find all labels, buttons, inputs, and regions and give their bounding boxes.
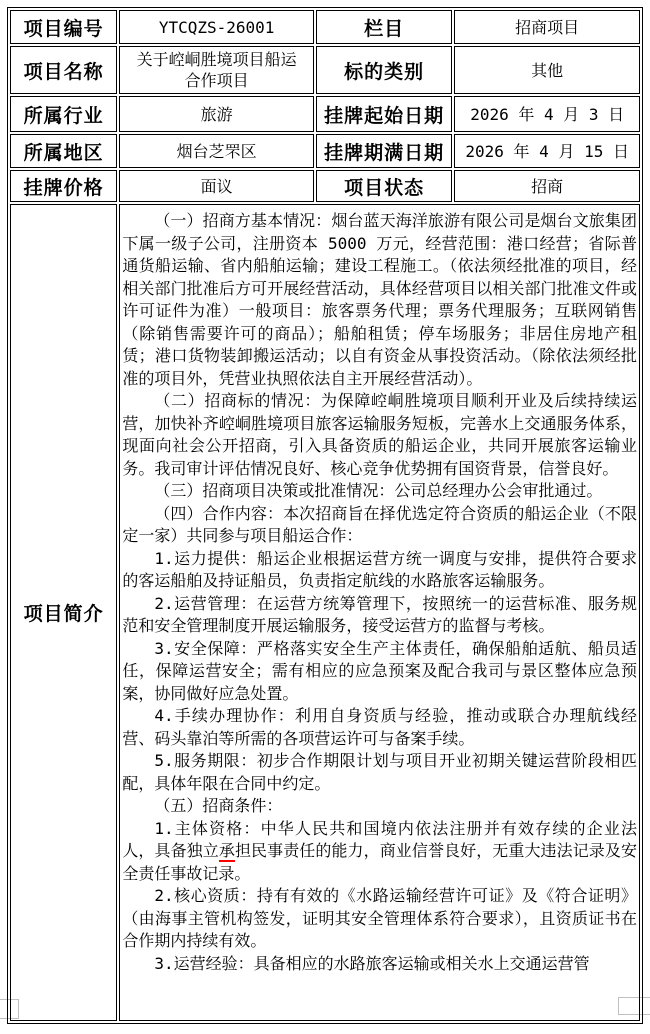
listing-start-date-label: 挂牌起始日期 [316,96,452,132]
project-number-label: 项目编号 [10,10,117,44]
intro-paragraph: 3.安全保障：严格落实安全生产主体责任，确保船舶适航、船员适任，保障运营安全；需有相应的应急预案及配合我司与景区整体应急预案，协同做好应急处置。 [122,638,637,703]
column-label: 栏目 [316,10,452,44]
project-name-label: 项目名称 [10,46,117,94]
subject-category-label: 标的类别 [316,46,452,94]
table-row-price [10,170,640,202]
spellcheck-underline: 承 [218,841,235,860]
project-intro-label: 项目简介 [10,204,117,1021]
project-number-value: YTCQZS-26001 [119,10,314,44]
intro-paragraphs [122,210,637,975]
intro-paragraph: 1.运力提供：船运企业根据运营方统一调度与安排，提供符合要求的客运船舶及持证船员，负责指定航线的水路旅客运输服务。 [122,548,637,590]
project-intro-body [119,204,640,1021]
table-row-project-number [10,10,640,44]
project-name-value: 关于崆峒胜境项目船运合作项目 [119,46,314,94]
table-row-project-name [10,46,640,94]
project-status-label: 项目状态 [316,170,452,202]
intro-paragraph: 3.运营经验：具备相应的水路旅客运输或相关水上交通运营管 [154,953,590,973]
listing-end-date-label: 挂牌期满日期 [316,134,452,168]
table-row-industry [10,96,640,132]
column-value: 招商项目 [454,10,640,44]
region-value: 烟台芝罘区 [119,134,314,168]
intro-paragraph: 2.核心资质：持有有效的《水路运输经营许可证》及《符合证明》（由海事主管机构签发，证明其安全管理体系符合要求），且资质证书在合作期内持续有效。 [122,886,637,950]
listing-end-date-value: 2026 年 4 月 15 日 [454,134,640,168]
intro-paragraph: （三）招商项目决策或批准情况：公司总经理办公会审批通过。 [154,481,603,500]
listing-price-label: 挂牌价格 [10,170,117,202]
table-row-region [10,134,640,168]
project-status-value: 招商 [454,170,640,202]
industry-value: 旅游 [119,96,314,132]
subject-category-value: 其他 [454,46,640,94]
project-info-table [7,7,643,1024]
listing-start-date-value: 2026 年 4 月 3 日 [454,96,640,132]
industry-label: 所属行业 [10,96,117,132]
intro-paragraph: 2.运营管理：在运营方统筹管理下，按照统一的运营标准、服务规范和安全管理制度开展运输服务，接受运营方的监督与考核。 [122,593,637,635]
intro-paragraph: （二）招商标的情况：为保障崆峒胜境项目顺利开业及后续持续运营，加快补齐崆峒胜境项目旅客运输服务短板，完善水上交通服务体系，现面向社会公开招商，引入具备资质的船运企业，共同开展旅客运输业务。我司审计评估情况良好、核心竞争优势拥有国资背景，信誉良好。 [122,391,637,478]
intro-paragraph: 5.服务期限：初步合作期限计划与项目开业初期关键运营阶段相匹配，具体年限在合同中约定。 [122,751,637,793]
table-row-intro [10,204,640,1021]
intro-paragraph: 1.主体资格：中华人民共和国境内依法注册并有效存续的企业法人，具备独立承担民事责任的能力，商业信誉良好，无重大违法记录及安全责任事故记录。 [122,818,637,883]
intro-paragraph: （一）招商方基本情况：烟台蓝天海洋旅游有限公司是烟台文旅集团下属一级子公司，注册资本 5000 万元，经营范围：港口经营；省际普通货船运输、省内船舶运输；建设工程施工。（依法须经批准的项目，经相关部门批准后方可开展经营活动，具体经营项目以相关部门批准文件或许可证件为准）一般项目：旅客票务代理；票务代理服务；互联网销售（除销售需要许可的商品）；船舶租赁；停车场服务；非居住房地产租赁；港口货物装卸搬运活动；以自有资金从事投资活动。（除依法须经批准的项目外，凭营业执照依法自主开展经营活动）。 [122,211,637,388]
intro-paragraph: （四）合作内容：本次招商旨在择优选定符合资质的船运企业（不限定一家）共同参与项目船运合作： [122,503,637,545]
region-label: 所属地区 [10,134,117,168]
intro-paragraph: （五）招商条件： [154,796,283,815]
intro-paragraph: 4.手续办理协作：利用自身资质与经验，推动或联合办理航线经营、码头靠泊等所需的各项营运许可与备案手续。 [122,706,637,748]
listing-price-value: 面议 [119,170,314,202]
